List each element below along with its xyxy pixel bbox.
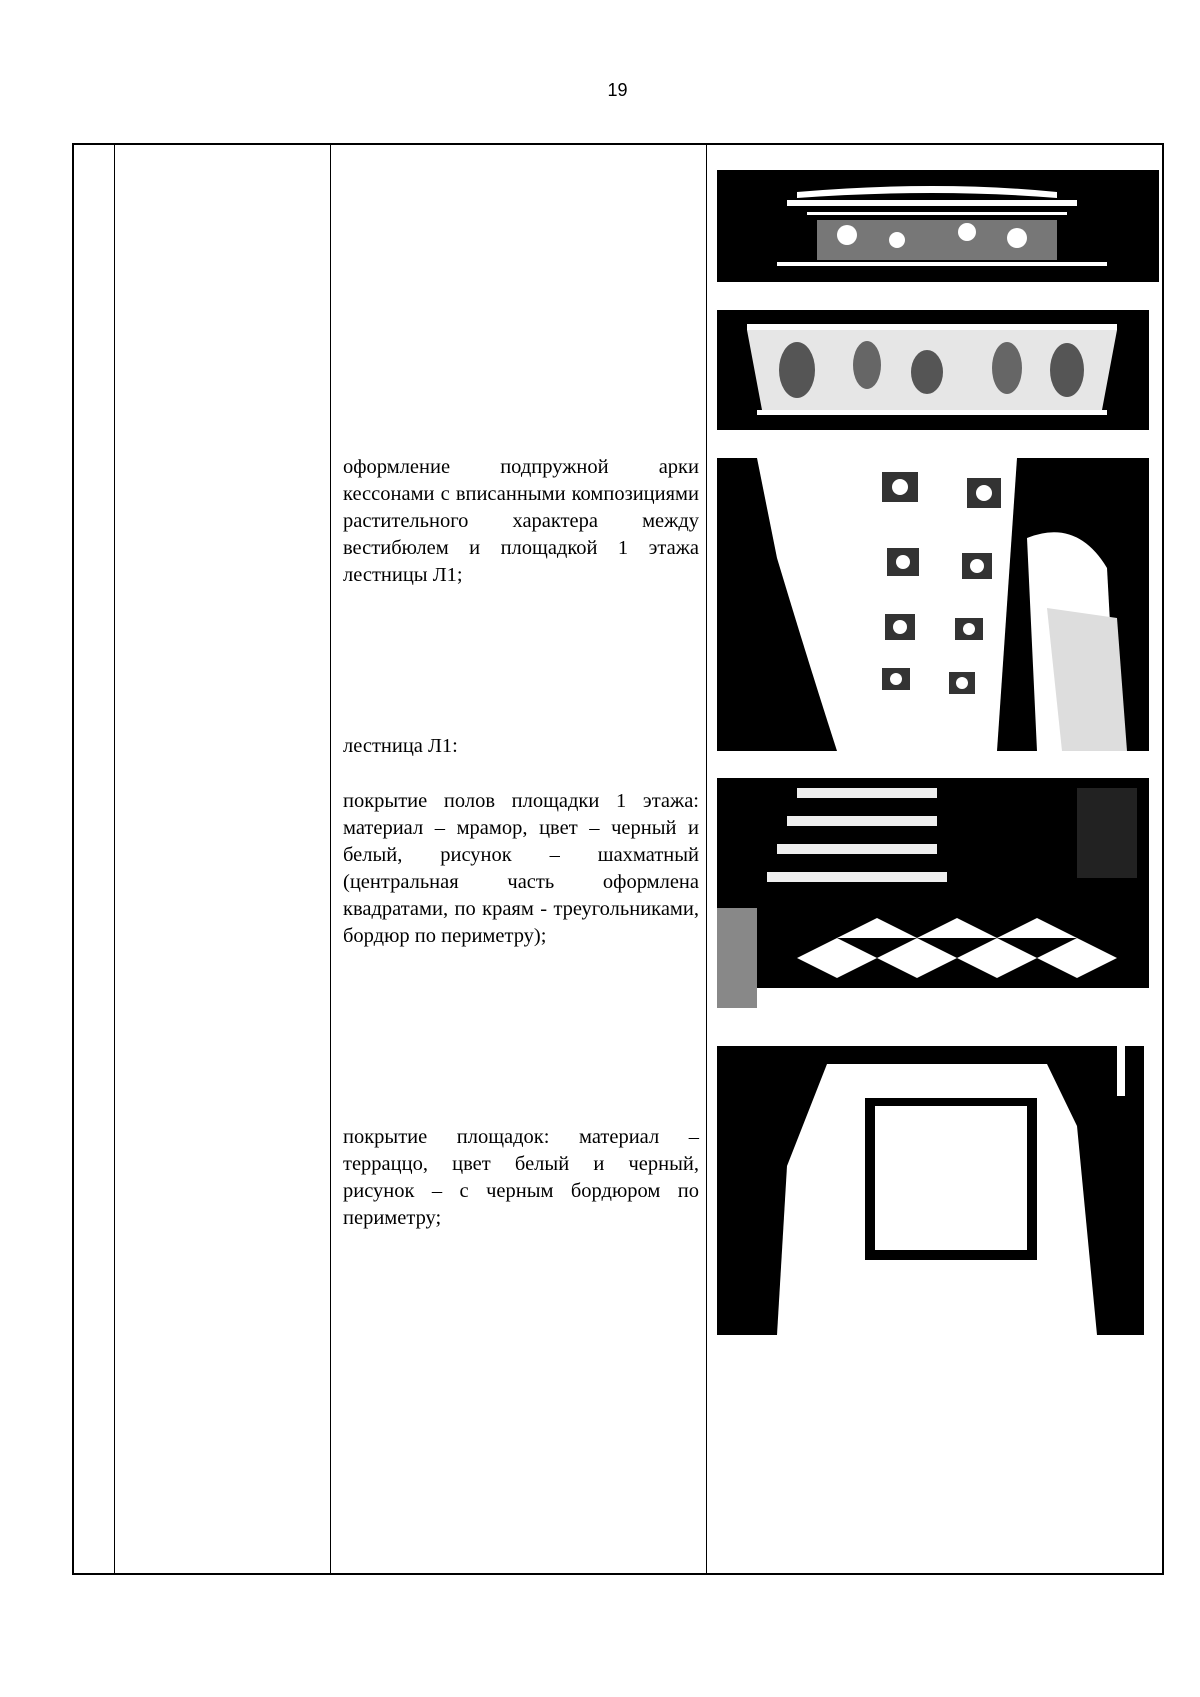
frieze-top-photo [717, 170, 1159, 282]
column-divider-2 [330, 143, 331, 1575]
frieze-relief-photo [717, 310, 1149, 430]
column-divider-1 [114, 143, 115, 1575]
description-landings: покрытие площадок: материал – терраццо, цвет белый и черный, рисунок – с черным бордюром по периметру; [343, 1126, 699, 1229]
description-first-floor: покрытие полов площадки 1 этажа: материал – мрамор, цвет – черный и белый, рисунок – шахматный (центральная часть оформлена квадратами, по краям - треугольниками, бордюр по периметру); [343, 790, 699, 947]
column-divider-3 [706, 143, 707, 1575]
coffered-arch-photo [717, 458, 1149, 751]
description-staircase: лестница Л1: [343, 735, 458, 757]
terrazzo-landing-photo [717, 1046, 1144, 1335]
page-number: 19 [607, 80, 628, 100]
description-arch: оформление подпружной арки кессонами с вписанными композициями растительного характера между вестибюлем и площадкой 1 этажа лестницы Л1; [343, 456, 699, 586]
checkered-floor-photo [717, 778, 1149, 1020]
